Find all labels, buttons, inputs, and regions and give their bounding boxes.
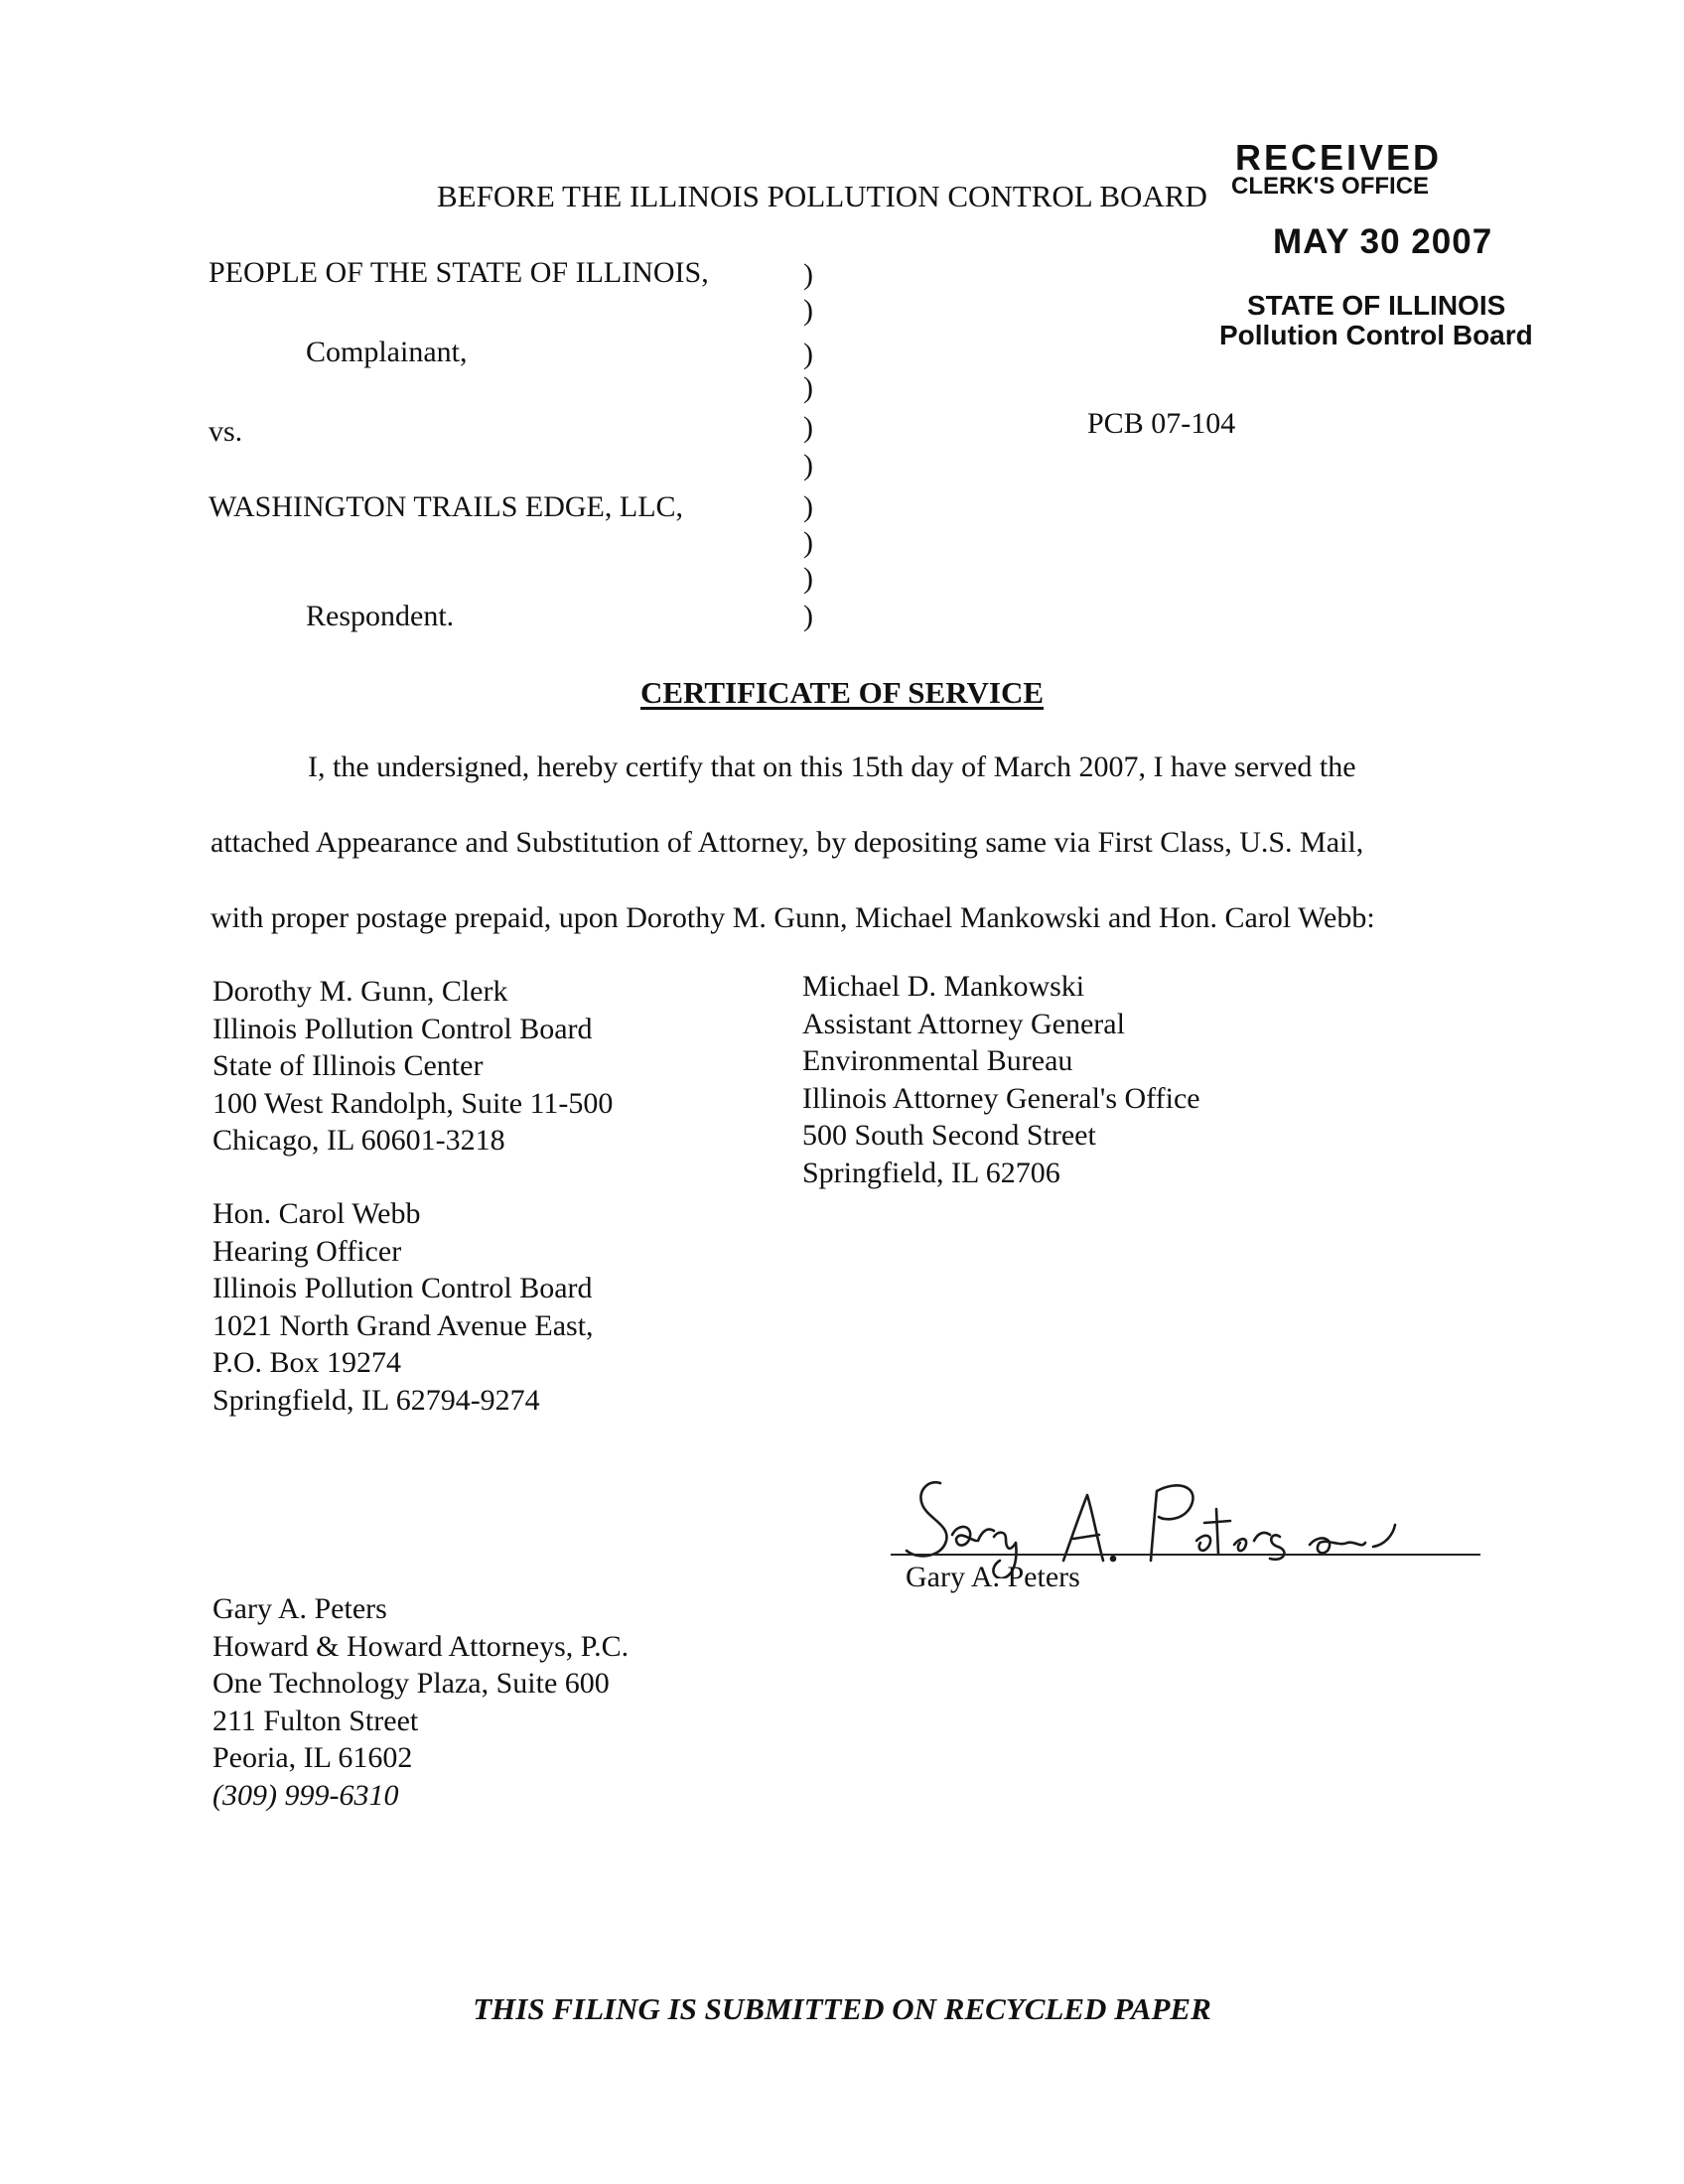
address-line: Chicago, IL 60601-3218 bbox=[212, 1124, 505, 1157]
address-line: Peoria, IL 61602 bbox=[212, 1741, 413, 1774]
signer-printed-name: Gary A. Peters bbox=[906, 1561, 1080, 1593]
address-line: State of Illinois Center bbox=[212, 1049, 484, 1082]
address-line: (309) 999-6310 bbox=[212, 1778, 399, 1812]
caption-bracket: ) bbox=[803, 600, 813, 632]
signature-line bbox=[891, 1554, 1480, 1556]
certificate-title: CERTIFICATE OF SERVICE bbox=[639, 675, 1045, 710]
address-line: P.O. Box 19274 bbox=[212, 1346, 402, 1379]
address-line: Michael D. Mankowski bbox=[802, 970, 1085, 1003]
caption-bracket: ) bbox=[803, 449, 813, 481]
address-line: Howard & Howard Attorneys, P.C. bbox=[212, 1629, 630, 1663]
address-line: Springfield, IL 62794-9274 bbox=[212, 1383, 540, 1417]
address-line: Illinois Pollution Control Board bbox=[212, 1272, 593, 1304]
respondent-name: WASHINGTON TRAILS EDGE, LLC, bbox=[209, 490, 684, 523]
address-line: One Technology Plaza, Suite 600 bbox=[212, 1667, 610, 1700]
body-line: with proper postage prepaid, upon Dorothy M. Gunn, Michael Mankowski and Hon. Carol Webb: bbox=[210, 901, 1375, 934]
address-block-mankowski bbox=[802, 968, 1200, 1191]
address-line: Hearing Officer bbox=[212, 1234, 402, 1268]
received-stamp-date: MAY 30 2007 bbox=[1273, 222, 1493, 261]
address-line: Assistant Attorney General bbox=[802, 1007, 1125, 1040]
address-line: 500 South Second Street bbox=[802, 1119, 1096, 1152]
caption-bracket: ) bbox=[803, 294, 813, 327]
versus-label: vs. bbox=[209, 415, 243, 448]
caption-bracket: ) bbox=[803, 562, 813, 595]
complainant-name: PEOPLE OF THE STATE OF ILLINOIS, bbox=[209, 256, 709, 289]
address-line: Illinois Attorney General's Office bbox=[802, 1081, 1200, 1115]
address-line: 100 West Randolph, Suite 11-500 bbox=[212, 1086, 614, 1120]
body-line: attached Appearance and Substitution of Attorney, by depositing same via First Class, U.S. Mail, bbox=[210, 826, 1364, 859]
address-line: 211 Fulton Street bbox=[212, 1704, 419, 1737]
recycled-paper-note: THIS FILING IS SUBMITTED ON RECYCLED PAPER bbox=[473, 1991, 1211, 2026]
address-line: Springfield, IL 62706 bbox=[802, 1156, 1060, 1189]
received-stamp-board: Pollution Control Board bbox=[1219, 320, 1533, 350]
received-stamp-state: STATE OF ILLINOIS bbox=[1247, 290, 1506, 321]
complainant-role: Complainant, bbox=[306, 336, 468, 368]
address-line: Hon. Carol Webb bbox=[212, 1197, 421, 1230]
body-line: I, the undersigned, hereby certify that on this 15th day of March 2007, I have served the bbox=[308, 751, 1356, 783]
address-block-webb bbox=[212, 1195, 594, 1419]
caption-bracket: ) bbox=[803, 526, 813, 559]
case-number: PCB 07-104 bbox=[1087, 407, 1236, 440]
caption-bracket: ) bbox=[803, 490, 813, 523]
caption-bracket: ) bbox=[803, 338, 813, 370]
address-line: Illinois Pollution Control Board bbox=[212, 1012, 593, 1045]
address-block-peters bbox=[212, 1590, 629, 1814]
address-line: Gary A. Peters bbox=[212, 1592, 387, 1625]
address-line: Environmental Bureau bbox=[802, 1044, 1073, 1077]
address-line: 1021 North Grand Avenue East, bbox=[212, 1308, 594, 1342]
received-stamp-title: RECEIVED bbox=[1235, 137, 1443, 178]
address-block-gunn bbox=[212, 973, 613, 1160]
caption-bracket: ) bbox=[803, 371, 813, 404]
received-stamp-office: CLERK'S OFFICE bbox=[1231, 173, 1430, 200]
caption-bracket: ) bbox=[803, 258, 813, 291]
address-line: Dorothy M. Gunn, Clerk bbox=[212, 975, 508, 1008]
board-heading: BEFORE THE ILLINOIS POLLUTION CONTROL BOARD bbox=[437, 179, 1207, 213]
caption-bracket: ) bbox=[803, 411, 813, 444]
respondent-role: Respondent. bbox=[306, 600, 455, 632]
